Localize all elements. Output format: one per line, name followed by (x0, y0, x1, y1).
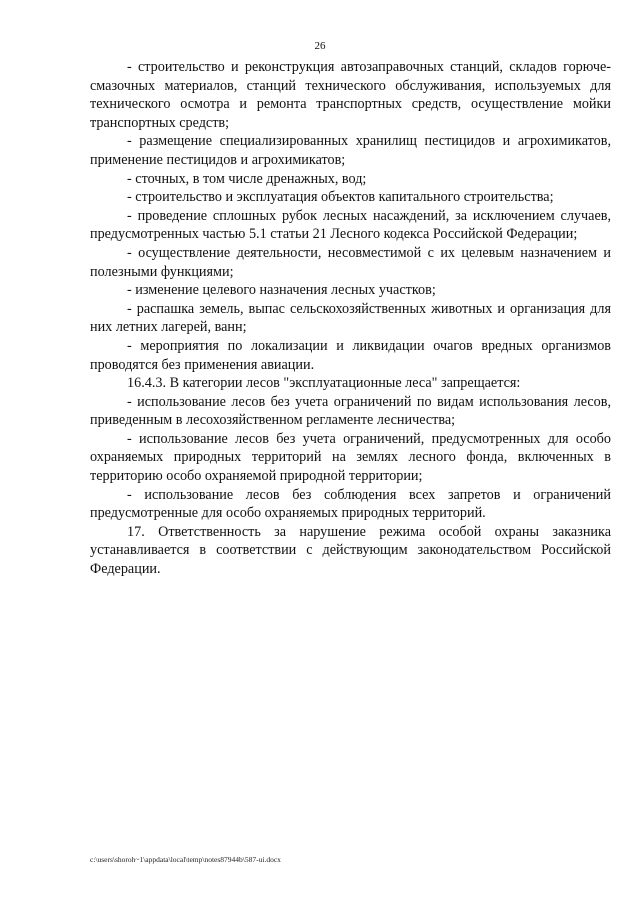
paragraph-forest-use-types: - использование лесов без учета ограничений по видам использования лесов, приведенным в лесохозяйственном регламенте лесничества; (90, 393, 611, 429)
footer-file-path: c:\users\shoroh~1\appdata\local\temp\notes87944b\587-ui.docx (90, 855, 281, 864)
page-number: 26 (314, 40, 326, 52)
paragraph-pesticides: - размещение специализированных хранилищ пестицидов и агрохимикатов, применение пестицидов и агрохимикатов; (90, 133, 611, 168)
paragraph-drainage-water: - сточных, в том числе дренажных, вод; (127, 170, 367, 187)
paragraph-capital-construction: - строительство и эксплуатация объектов капитального строительства; (127, 189, 554, 206)
paragraph-plowing-grazing: - распашка земель, выпас сельскохозяйственных животных и организация для них летних лагерей, ванн; (90, 300, 611, 336)
document-body (90, 58, 611, 579)
paragraph-prohibitions-compliance: - использование лесов без соблюдения всех запретов и ограничений предусмотренные для особо охраняемых природных территорий. (90, 486, 611, 522)
paragraph-incompatible-activity: - осуществление деятельности, несовместимой с их целевым назначением и полезными функциями; (90, 244, 611, 280)
paragraph-protected-territory-restrictions: - использование лесов без учета ограничений, предусмотренных для особо охраняемых природных территорий на землях лесного фонда, включенных в территорию особо охраняемой природной территории; (90, 430, 611, 485)
paragraph-section-16-4-3: 16.4.3. В категории лесов "эксплуатационные леса" запрещается: (127, 375, 521, 392)
paragraph-clear-cutting: - проведение сплошных рубок лесных насаждений, за исключением случаев, предусмотренных частью 5.1 статьи 21 Лесного кодекса Российской Федерации; (90, 207, 611, 243)
paragraph-gas-stations: - строительство и реконструкция автозаправочных станций, складов горюче-смазочных материалов, станций технического обслуживания, используемых для технического осмотра и ремонта транспортных средств, осуществление мойки транспортных средств; (90, 59, 611, 131)
paragraph-section-17-liability: 17. Ответственность за нарушение режима особой охраны заказника устанавливается в соответствии с действующим законодательством Российской Федерации. (90, 523, 611, 578)
paragraph-purpose-change: - изменение целевого назначения лесных участков; (127, 282, 436, 299)
paragraph-pest-control: - мероприятия по локализации и ликвидации очагов вредных организмов проводятся без применения авиации. (90, 337, 611, 373)
